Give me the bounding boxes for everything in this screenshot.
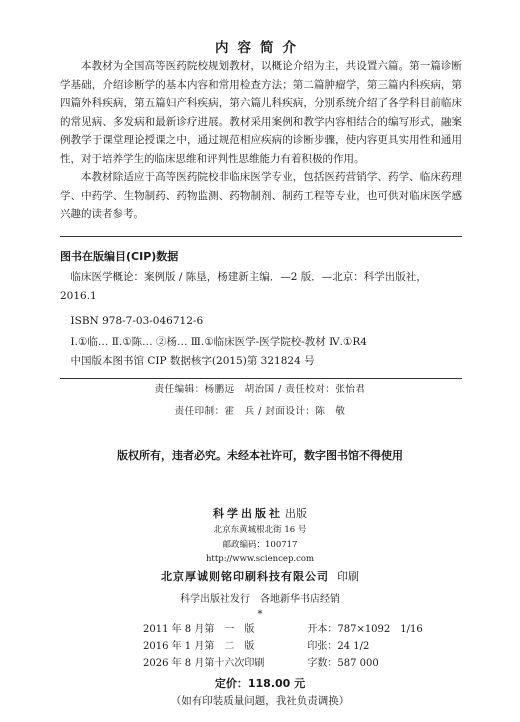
cip-number: 中国版本图书馆 CIP 数据核字(2015)第 321824 号	[70, 355, 315, 367]
cip-isbn: ISBN 978-7-03-046712-6	[70, 315, 204, 327]
edition-table	[143, 621, 423, 672]
cip-bibliographic: 临床医学概论：案例版 / 陈垦，杨建新主编．—2 版．—北京：科学出版社，2016.1	[60, 271, 427, 302]
cip-classification: Ⅰ.①临… Ⅱ.①陈… ②杨… Ⅲ.①临床医学-医学院校-教材 Ⅳ.①R4	[70, 336, 367, 348]
publisher-line	[0, 505, 520, 521]
publisher-postcode: 邮政编码：100717	[222, 540, 298, 550]
edition-row	[143, 621, 423, 638]
divider	[60, 236, 462, 237]
edition-spec: 印张：24 1/2	[307, 641, 370, 652]
publisher-name: 科学出版社	[213, 507, 283, 520]
distribution-line: 科学出版社发行 各地新华书店经销	[180, 594, 340, 605]
edition-row	[143, 638, 423, 655]
publisher-address: 北京东黄城根北街 16 号	[213, 525, 307, 535]
copyright-notice: 版权所有，违者必究。未经本社许可，数字图书馆不得使用	[117, 449, 403, 462]
separator-star: *	[257, 609, 263, 620]
price: 定价：118.00 元	[214, 677, 306, 690]
credits-line-1: 责任编辑：杨鹏远 胡治国 / 责任校对：张怡君	[154, 384, 366, 395]
summary-paragraph-1: 本教材为全国高等医药院校规划教材，以概论介绍为主，共设置六篇。第一篇诊断学基础，介绍诊断学的基本内容和常用检查方法；第二篇肿瘤学，第三篇内科疾病，第四篇外科疾病，第五篇妇产科疾病，第六篇儿科疾病，分别系统介绍了各学科目前临床的常见病、多发病和最新诊疗进展。教材采用案例和教学内容相结合的编写形式，融案例教学于课堂理论授课之中，通过规范相应疾病的诊断步骤，使内容更具实用性和通用性，对于培养学生的临床思维和评判性思维能力有着积极的作用。	[60, 60, 462, 165]
edition-row	[143, 655, 423, 672]
edition-date: 2011 年 8 月第 一 版	[143, 624, 255, 635]
divider	[60, 378, 462, 379]
summary-title: 内容简介	[215, 40, 305, 56]
publisher-suffix: 出版	[285, 507, 307, 520]
quality-notice: （如有印装质量问题，我社负责调换）	[170, 695, 350, 707]
printer-suffix: 印刷	[337, 570, 359, 583]
summary-paragraph-2: 本教材除适应于高等医药院校非临床医学专业，包括医药营销学、药学、临床药理学、中药学、生物制药、药物监测、药物制剂、制药工程等专业，也可供对临床医学感兴趣的读者参考。	[60, 171, 462, 221]
cip-heading: 图书在版编目(CIP)数据	[60, 250, 179, 263]
printer-name: 北京厚诚则铭印刷科技有限公司	[161, 570, 329, 583]
credits-line-2: 责任印制：霍 兵 / 封面设计：陈 敬	[174, 406, 346, 417]
edition-date: 2026 年 8 月第十六次印刷	[143, 658, 265, 669]
edition-spec: 字数：587 000	[307, 658, 379, 669]
edition-spec: 开本：787×1092 1/16	[307, 624, 423, 635]
edition-date: 2016 年 1 月第 二 版	[143, 641, 255, 652]
publisher-website: http://www.sciencep.com	[205, 554, 315, 564]
printer-line	[0, 568, 520, 584]
